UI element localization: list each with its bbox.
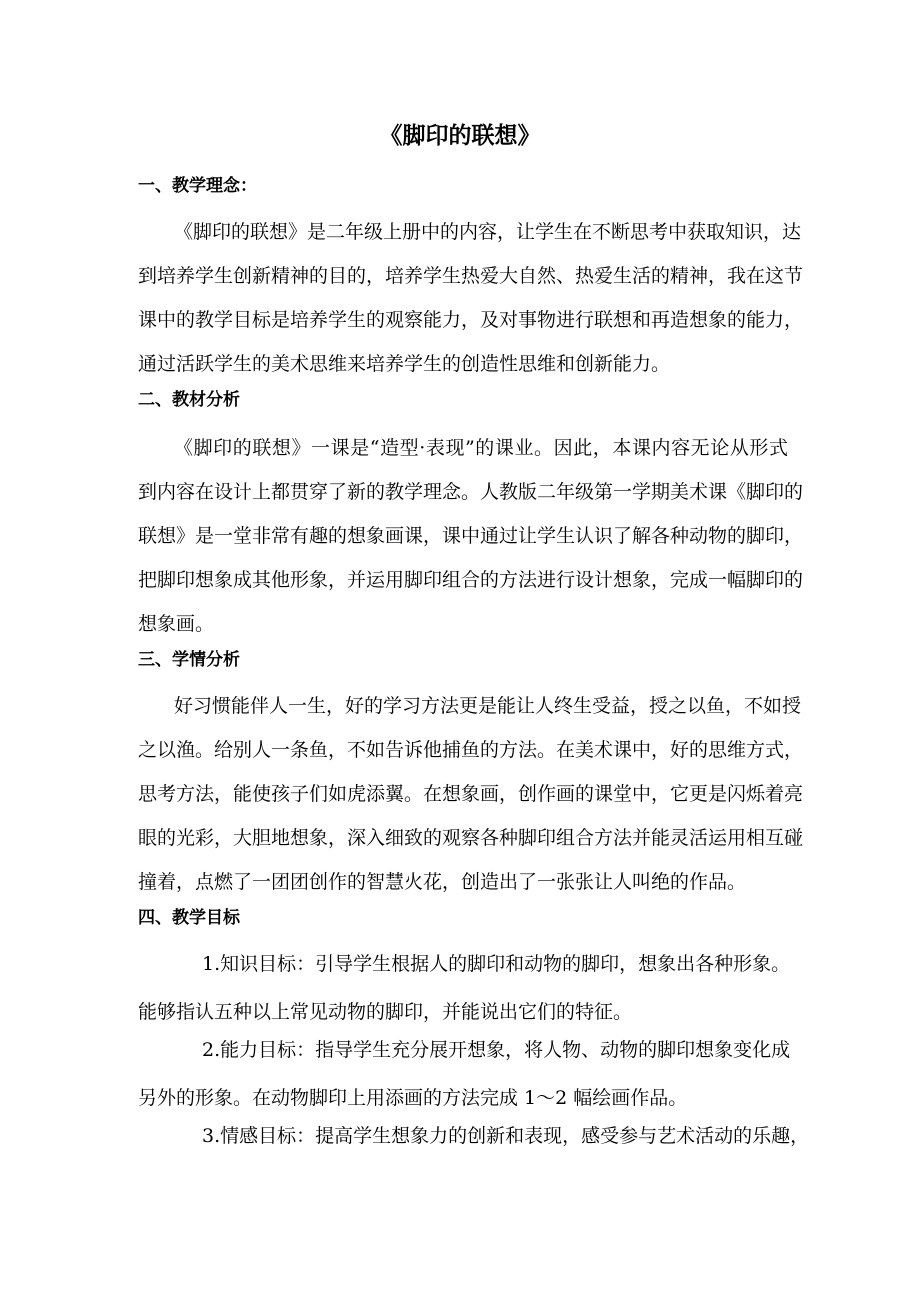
- paragraph-line: 思考方法，能使孩子们如虎添翼。在想象画，创作画的课堂中，它更是闪烁着亮: [138, 783, 804, 805]
- goal-line: 另外的形象。在动物脚印上用添画的方法完成 1～2 幅绘画作品。: [138, 1087, 688, 1109]
- paragraph-line: 好习惯能伴人一生，好的学习方法更是能让人终生受益，授之以鱼，不如授: [174, 695, 802, 717]
- goal-line: 能够指认五种以上常见动物的脚印，并能说出它们的特征。: [138, 1001, 633, 1023]
- goal-knowledge: [138, 940, 791, 1036]
- section-heading-teaching-goals: 四、教学目标: [138, 908, 240, 928]
- section-body-material-analysis: [138, 426, 804, 646]
- goal-emotion: [138, 1112, 810, 1160]
- paragraph-line: 通过活跃学生的美术思维来培养学生的创造性思维和创新能力。: [138, 353, 671, 375]
- section-heading-student-analysis: 三、学情分析: [138, 650, 240, 670]
- goal-ability: [138, 1026, 791, 1122]
- paragraph-line: 《脚印的联想》是二年级上册中的内容，让学生在不断思考中获取知识，达: [174, 221, 802, 243]
- paragraph-line: 眼的光彩，大胆地想象，深入细致的观察各种脚印组合方法并能灵活运用相互碰: [138, 827, 804, 849]
- paragraph-line: 把脚印想象成其他形象，并运用脚印组合的方法进行设计想象，完成一幅脚印的: [138, 569, 804, 591]
- section-body-student-analysis: [138, 684, 804, 904]
- paragraph-line: 到培养学生创新精神的目的，培养学生热爱大自然、热爱生活的精神，我在这节: [138, 265, 804, 287]
- section-body-teaching-philosophy: [138, 210, 804, 386]
- section-heading-material-analysis: 二、教材分析: [138, 390, 240, 410]
- paragraph-line: 撞着，点燃了一团团创作的智慧火花，创造出了一张张让人叫绝的作品。: [138, 871, 747, 893]
- paragraph-line: 联想》是一堂非常有趣的想象画课，课中通过让学生认识了解各种动物的脚印，: [138, 525, 804, 547]
- goal-line: 1.知识目标：引导学生根据人的脚印和动物的脚印，想象出各种形象。: [202, 953, 791, 975]
- paragraph-line: 《脚印的联想》一课是“造型·表现”的课业。因此，本课内容无论从形式: [174, 437, 788, 459]
- section-heading-teaching-philosophy: 一、教学理念：: [138, 176, 257, 196]
- paragraph-line: 课中的教学目标是培养学生的观察能力，及对事物进行联想和再造想象的能力，: [138, 309, 804, 331]
- goal-line: 2.能力目标：指导学生充分展开想象，将人物、动物的脚印想象变化成: [202, 1039, 791, 1061]
- document-title: 《脚印的联想》: [379, 123, 541, 149]
- goal-line: 3.情感目标：提高学生想象力的创新和表现，感受参与艺术活动的乐趣，: [202, 1125, 810, 1147]
- paragraph-line: 想象画。: [138, 613, 215, 635]
- paragraph-line: 到内容在设计上都贯穿了新的教学理念。人教版二年级第一学期美术课《脚印的: [138, 481, 804, 503]
- paragraph-line: 之以渔。给别人一条鱼，不如告诉他捕鱼的方法。在美术课中，好的思维方式，: [138, 739, 804, 761]
